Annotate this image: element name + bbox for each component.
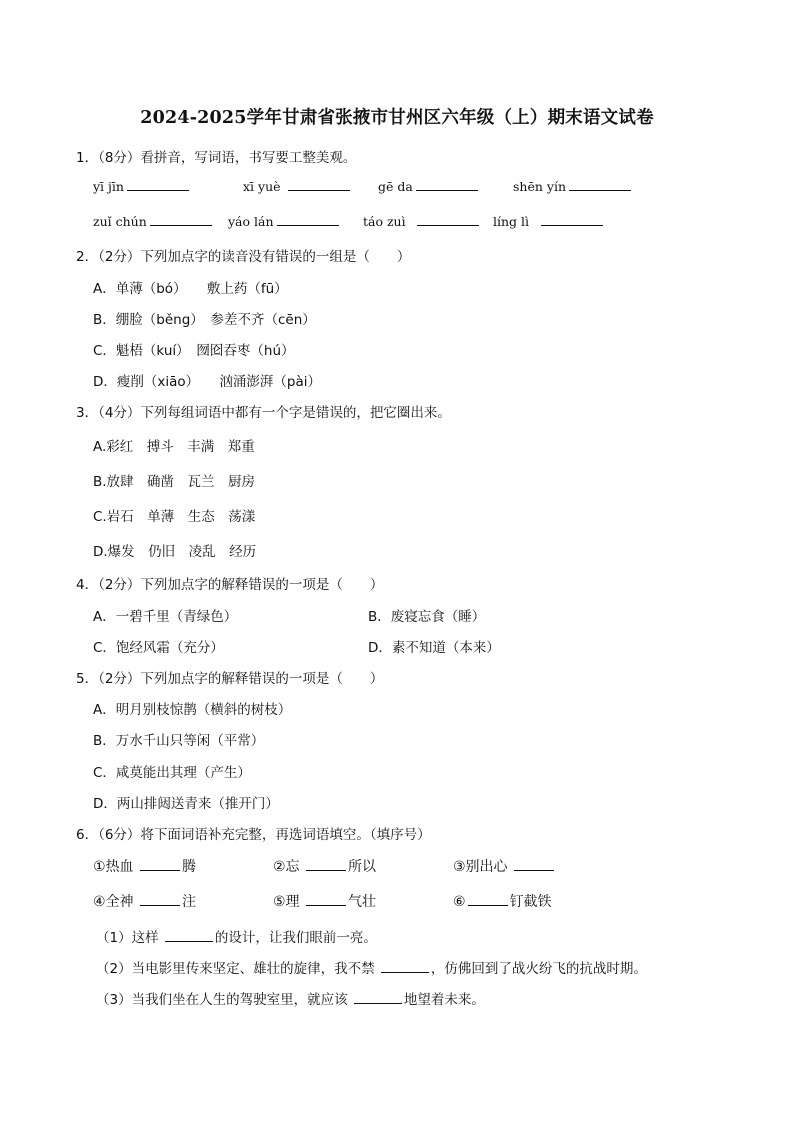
pinyin-item: líng lì xyxy=(493,213,603,230)
fill-sentence-2: （2）当电影里传来坚定、雄壮的旋律，我不禁 ，仿佛回到了战火纷飞的抗战时期。 xyxy=(96,961,647,977)
question-1-stem: 1．（8分）看拼音，写词语，书写要工整美观。 xyxy=(76,150,357,166)
idiom-item: ①热血 腾 xyxy=(93,859,197,875)
answer-blank[interactable] xyxy=(127,178,189,191)
answer-blank[interactable] xyxy=(541,213,603,226)
pinyin-item: zuǐ chún xyxy=(93,213,228,230)
answer-blank[interactable] xyxy=(417,213,479,226)
question-5-stem: 5．（2分）下列加点字的解释错误的一项是（ ） xyxy=(76,671,384,687)
idiom-item: ③别出心 xyxy=(453,856,556,876)
option-d: D．瘦削（xiāo） 汹涌澎湃（pài） xyxy=(93,374,322,390)
option-c: C．魁梧（kuí） 囫囵吞枣（hú） xyxy=(93,343,295,359)
answer-blank[interactable] xyxy=(306,858,346,871)
option-a: A．单薄（bó） 敷上药（fū） xyxy=(93,281,288,297)
answer-blank[interactable] xyxy=(140,893,180,906)
idiom-item: ②忘 所以 xyxy=(273,859,377,875)
idiom-item: ④全神 注 xyxy=(93,894,197,910)
option-b: B．废寝忘食（睡） xyxy=(368,609,486,625)
idiom-item: ⑥ 钉截铁 xyxy=(453,894,552,910)
option-d: D．两山排闼送青来（推开门） xyxy=(93,796,279,812)
pinyin-item: gē da xyxy=(378,178,513,195)
answer-blank[interactable] xyxy=(569,178,631,191)
option-c: C．饱经风霜（充分） xyxy=(93,640,224,656)
answer-blank[interactable] xyxy=(468,893,508,906)
question-3-stem: 3．（4分）下列每组词语中都有一个字是错误的，把它圈出来。 xyxy=(76,405,451,421)
option-d: D.爆发 仍旧 凌乱 经历 xyxy=(93,544,257,560)
idiom-row-2 xyxy=(93,891,552,911)
pinyin-item: táo zuì xyxy=(363,213,493,230)
idiom-row-1 xyxy=(93,856,556,876)
pinyin-item: yī jīn xyxy=(93,178,243,195)
answer-blank[interactable] xyxy=(416,178,478,191)
answer-blank[interactable] xyxy=(140,858,180,871)
pinyin-item: xī yuè xyxy=(243,178,378,195)
option-c: C.岩石 单薄 生态 荡漾 xyxy=(93,509,256,525)
answer-blank[interactable] xyxy=(354,991,402,1004)
pinyin-row-2 xyxy=(93,213,603,230)
pinyin-item: yáo lán xyxy=(228,213,363,230)
option-a: A.彩红 搏斗 丰满 郑重 xyxy=(93,439,255,455)
answer-blank[interactable] xyxy=(514,858,554,871)
idiom-item: ⑤理 气壮 xyxy=(273,894,377,910)
answer-blank[interactable] xyxy=(381,960,429,973)
pinyin-row-1 xyxy=(93,178,631,195)
option-b: B．绷脸（běng） 参差不齐（cēn） xyxy=(93,312,316,328)
question-2-stem: 2．（2分）下列加点字的读音没有错误的一组是（ ） xyxy=(76,249,411,265)
option-b: B．万水千山只等闲（平常） xyxy=(93,733,265,749)
answer-blank[interactable] xyxy=(150,213,212,226)
option-a: A．一碧千里（青绿色） xyxy=(93,609,238,625)
question-4-stem: 4．（2分）下列加点字的解释错误的一项是（ ） xyxy=(76,577,384,593)
question-6-stem: 6．（6分）将下面词语补充完整，再选词语填空。（填序号） xyxy=(76,827,431,843)
fill-sentence-3: （3）当我们坐在人生的驾驶室里，就应该 地望着未来。 xyxy=(96,992,485,1008)
option-b: B.放肆 确凿 瓦兰 厨房 xyxy=(93,474,256,490)
answer-blank[interactable] xyxy=(165,929,213,942)
option-a: A．明月别枝惊鹊（横斜的树枝） xyxy=(93,702,292,718)
option-d: D．素不知道（本来） xyxy=(368,640,500,656)
page-title: 2024-2025学年甘肃省张掖市甘州区六年级（上）期末语文试卷 xyxy=(140,108,654,128)
answer-blank[interactable] xyxy=(277,213,339,226)
pinyin-item: shēn yín xyxy=(513,178,631,195)
answer-blank[interactable] xyxy=(288,178,350,191)
answer-blank[interactable] xyxy=(306,893,346,906)
fill-sentence-1: （1）这样 的设计，让我们眼前一亮。 xyxy=(96,930,377,946)
option-c: C．咸莫能出其理（产生） xyxy=(93,765,251,781)
